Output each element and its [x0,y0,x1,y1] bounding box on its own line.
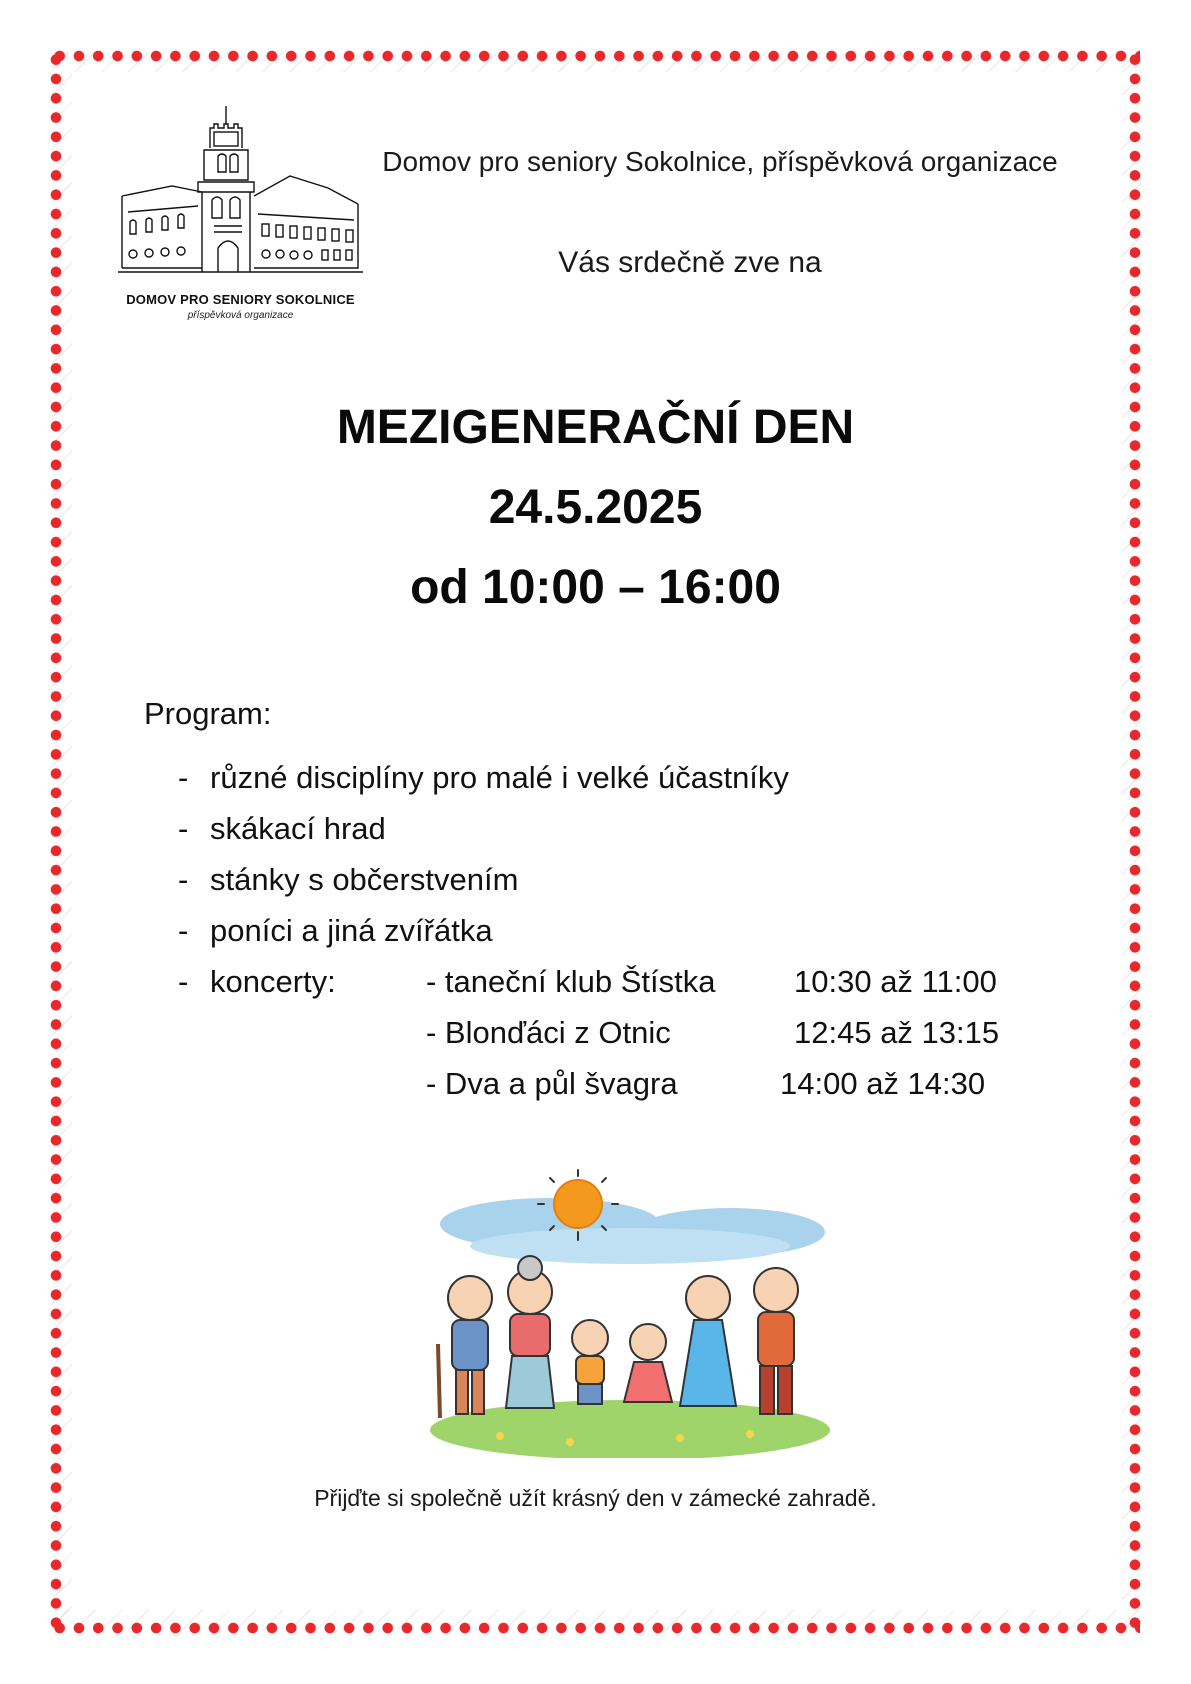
concert-time: 14:00 až 14:30 [780,1066,986,1101]
list-item: - různé disciplíny pro malé i velké účastníky [178,760,789,795]
event-time: od 10:00 – 16:00 [410,561,781,614]
concert-time: 10:30 až 11:00 [794,964,997,999]
list-item: - koncerty: [178,964,336,999]
event-date: 24.5.2025 [488,481,703,534]
list-item: - stánky s občerstvením [178,862,519,897]
concert-name: - taneční klub Štístka [426,964,716,999]
logo-subtitle: příspěvková organizace [187,310,294,321]
list-item: - poníci a jiná zvířátka [178,913,493,948]
event-title: MEZIGENERAČNÍ DEN [336,401,855,454]
concert-time: 12:45 až 13:15 [794,1015,1000,1050]
family-illustration [430,1168,830,1458]
invitation-line: Vás srdečně zve na [558,246,822,279]
footer-text: Přijďte si společně užít krásný den v zámecké zahradě. [314,1485,877,1511]
program-label: Program: [144,696,272,731]
logo-name: DOMOV PRO SENIORY SOKOLNICE [126,292,355,307]
concert-name: - Blonďáci z Otnic [426,1015,671,1050]
list-item: - skákací hrad [178,811,386,846]
concert-name: - Dva a půl švagra [426,1066,678,1101]
organization-name: Domov pro seniory Sokolnice, příspěvková organizace [382,146,1058,177]
